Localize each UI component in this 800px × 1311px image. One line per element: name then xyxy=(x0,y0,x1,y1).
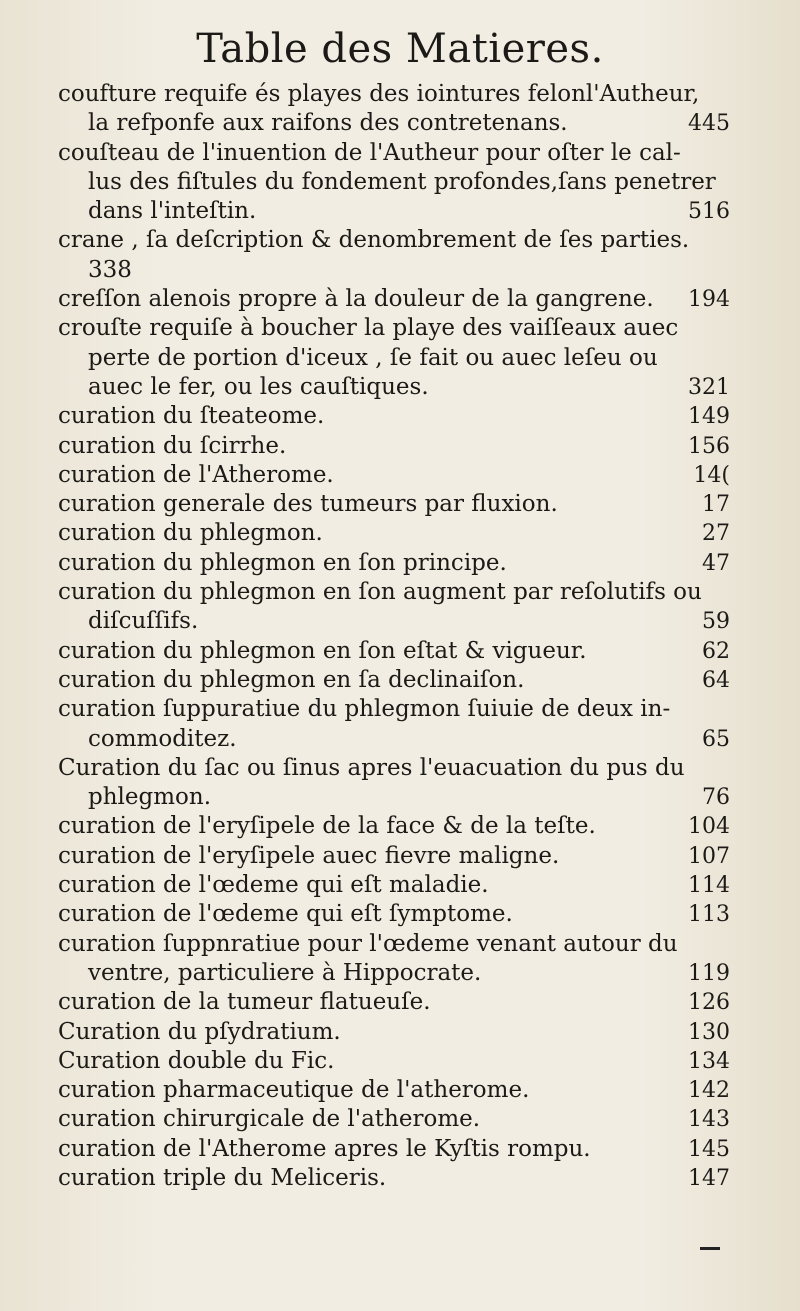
index-entry xyxy=(58,1047,730,1076)
entry-text: curation triple du Meliceris. xyxy=(58,1164,387,1191)
entry-text: curation pharmaceutique de l'atherome. xyxy=(58,1077,530,1104)
entry-text: curation ſuppuratiue du phlegmon ſuiuie de deux in- xyxy=(58,696,671,723)
entry-page-number: 321 xyxy=(688,374,730,400)
entry-text: curation du phlegmon en ſon eſtat & vigueur. xyxy=(58,637,587,664)
index-entry xyxy=(58,1135,730,1164)
entry-text: crouſte requiſe à boucher la playe des vaiſſeaux auec xyxy=(58,315,679,342)
entry-page-number: 65 xyxy=(702,726,730,752)
entry-page-number: 142 xyxy=(688,1078,730,1104)
entry-text: dans l'inteſtin. xyxy=(88,198,257,225)
index-entry xyxy=(58,1076,730,1105)
entry-first-line xyxy=(58,139,730,168)
entry-text: 338 xyxy=(88,256,132,283)
entry-continuation-line xyxy=(58,256,730,285)
entry-first-line xyxy=(58,637,730,666)
entry-page-number: 156 xyxy=(688,433,730,459)
entry-text: coufture requife és playes des iointures felonl'Autheur, xyxy=(58,81,700,107)
entry-page-number: 147 xyxy=(688,1165,730,1191)
entry-first-line xyxy=(58,432,730,461)
entry-page-number: 47 xyxy=(702,550,730,576)
entry-text: perte de portion d'iceux , ſe fait ou auec leſeu ou xyxy=(88,344,658,371)
index-entries xyxy=(58,80,730,1193)
entry-first-line xyxy=(58,314,730,343)
entry-text: curation de l'Atherome apres le Kyſtis rompu. xyxy=(58,1135,591,1162)
entry-text: commoditez. xyxy=(88,725,237,752)
index-entry xyxy=(58,490,730,519)
entry-continuation-line xyxy=(58,725,730,754)
entry-page-number: 149 xyxy=(688,404,730,430)
entry-text: curation ſuppnratiue pour l'œdeme venant autour du xyxy=(58,930,678,957)
index-entry xyxy=(58,402,730,431)
index-entry xyxy=(58,900,730,929)
page-title: Table des Matieres. xyxy=(196,26,604,72)
entry-first-line xyxy=(58,871,730,900)
index-entry xyxy=(58,666,730,695)
entry-first-line xyxy=(58,695,730,724)
entry-page-number: 130 xyxy=(688,1019,730,1045)
entry-text: curation du phlegmon en ſon augment par reſolutifs ou xyxy=(58,579,702,606)
index-entry xyxy=(58,812,730,841)
entry-continuation-line xyxy=(58,344,730,373)
entry-first-line xyxy=(58,461,730,490)
entry-text: curation generale des tumeurs par fluxion. xyxy=(58,491,558,518)
entry-text: curation de l'œdeme qui eſt ſymptome. xyxy=(58,901,513,928)
entry-continuation-line xyxy=(58,373,730,402)
index-entry xyxy=(58,314,730,402)
index-entry xyxy=(58,432,730,461)
entry-text: curation de l'Atherome. xyxy=(58,461,334,488)
entry-page-number: 194 xyxy=(688,287,730,313)
entry-page-number: 113 xyxy=(688,902,730,928)
entry-text: Curation du pſydratium. xyxy=(58,1018,341,1045)
entry-first-line xyxy=(58,1105,730,1134)
entry-first-line xyxy=(58,549,730,578)
entry-page-number: 64 xyxy=(702,667,730,693)
entry-text: curation du ſteateome. xyxy=(58,403,325,430)
entry-continuation-line xyxy=(58,168,730,197)
entry-page-number: 107 xyxy=(688,843,730,869)
index-entry xyxy=(58,285,730,314)
entry-text: curation de l'eryſipele auec fievre maligne. xyxy=(58,842,560,869)
entry-text: lus des fiſtules du fondement profondes,ſans penetrer xyxy=(88,168,716,195)
entry-continuation-line xyxy=(58,607,730,636)
entry-continuation-line xyxy=(58,783,730,812)
entry-first-line xyxy=(58,402,730,431)
entry-page-number: 59 xyxy=(702,609,730,635)
entry-text: crane , ſa deſcription & denombrement de ſes parties. xyxy=(58,227,690,254)
entry-page-number: 17 xyxy=(702,492,730,518)
entry-first-line xyxy=(58,1018,730,1047)
entry-text: curation du phlegmon en ſa declinaiſon. xyxy=(58,666,525,693)
index-entry xyxy=(58,695,730,754)
entry-text: la refponfe aux raifons des contretenans. xyxy=(88,110,568,137)
index-entry xyxy=(58,578,730,637)
index-entry xyxy=(58,461,730,490)
entry-page-number: 119 xyxy=(688,960,730,986)
entry-text: curation de l'œdeme qui eſt maladie. xyxy=(58,872,489,899)
entry-text: ventre, particuliere à Hippocrate. xyxy=(88,959,482,986)
entry-continuation-line xyxy=(58,109,730,138)
index-entry xyxy=(58,637,730,666)
entry-first-line xyxy=(58,578,730,607)
index-entry xyxy=(58,930,730,989)
entry-text: curation du ſcirrhe. xyxy=(58,432,287,459)
entry-continuation-line xyxy=(58,197,730,226)
entry-first-line xyxy=(58,1164,730,1193)
entry-text: phlegmon. xyxy=(88,784,212,811)
entry-first-line xyxy=(58,80,730,109)
entry-page-number: 516 xyxy=(688,199,730,225)
entry-text: curation du phlegmon en ſon principe. xyxy=(58,549,507,576)
entry-text: curation de l'eryſipele de la face & de la teſte. xyxy=(58,813,596,840)
index-entry xyxy=(58,139,730,227)
entry-page-number: 14( xyxy=(693,462,730,488)
entry-text: curation du phlegmon. xyxy=(58,520,323,547)
entry-page-number: 134 xyxy=(688,1048,730,1074)
entry-page-number: 76 xyxy=(702,785,730,811)
index-entry xyxy=(58,871,730,900)
index-entry xyxy=(58,988,730,1017)
entry-page-number: 114 xyxy=(688,873,730,899)
entry-first-line xyxy=(58,1135,730,1164)
index-entry xyxy=(58,80,730,139)
entry-page-number: 126 xyxy=(688,990,730,1016)
entry-text: curation de la tumeur flatueuſe. xyxy=(58,989,431,1016)
entry-text: Curation du ſac ou ſinus apres l'euacuation du pus du xyxy=(58,754,685,781)
entry-first-line xyxy=(58,490,730,519)
index-entry xyxy=(58,1105,730,1134)
index-entry xyxy=(58,226,730,285)
entry-text: Curation double du Fic. xyxy=(58,1047,335,1074)
entry-page-number: 143 xyxy=(688,1107,730,1133)
entry-page-number: 62 xyxy=(702,638,730,664)
entry-first-line xyxy=(58,900,730,929)
index-entry xyxy=(58,1164,730,1193)
entry-first-line xyxy=(58,1047,730,1076)
entry-continuation-line xyxy=(58,959,730,988)
decorative-dash xyxy=(700,1247,720,1250)
index-entry xyxy=(58,842,730,871)
entry-text: couſteau de l'inuention de l'Autheur pour oſter le cal- xyxy=(58,139,681,166)
entry-text: creſſon alenois propre à la douleur de la gangrene. xyxy=(58,286,654,313)
entry-first-line xyxy=(58,1076,730,1105)
entry-first-line xyxy=(58,930,730,959)
index-entry xyxy=(58,1018,730,1047)
entry-first-line xyxy=(58,812,730,841)
entry-first-line xyxy=(58,988,730,1017)
index-entry xyxy=(58,519,730,548)
index-entry xyxy=(58,549,730,578)
entry-first-line xyxy=(58,285,730,314)
entry-text: auec le fer, ou les cauſtiques. xyxy=(88,373,429,400)
entry-page-number: 104 xyxy=(688,814,730,840)
entry-first-line xyxy=(58,754,730,783)
entry-first-line xyxy=(58,842,730,871)
entry-first-line xyxy=(58,666,730,695)
entry-page-number: 145 xyxy=(688,1136,730,1162)
entry-page-number: 27 xyxy=(702,521,730,547)
index-entry xyxy=(58,754,730,813)
entry-text: curation chirurgicale de l'atherome. xyxy=(58,1106,481,1133)
entry-first-line xyxy=(58,226,730,255)
entry-text: diſcuſſifs. xyxy=(88,608,199,635)
entry-page-number: 445 xyxy=(688,111,730,137)
entry-first-line xyxy=(58,519,730,548)
